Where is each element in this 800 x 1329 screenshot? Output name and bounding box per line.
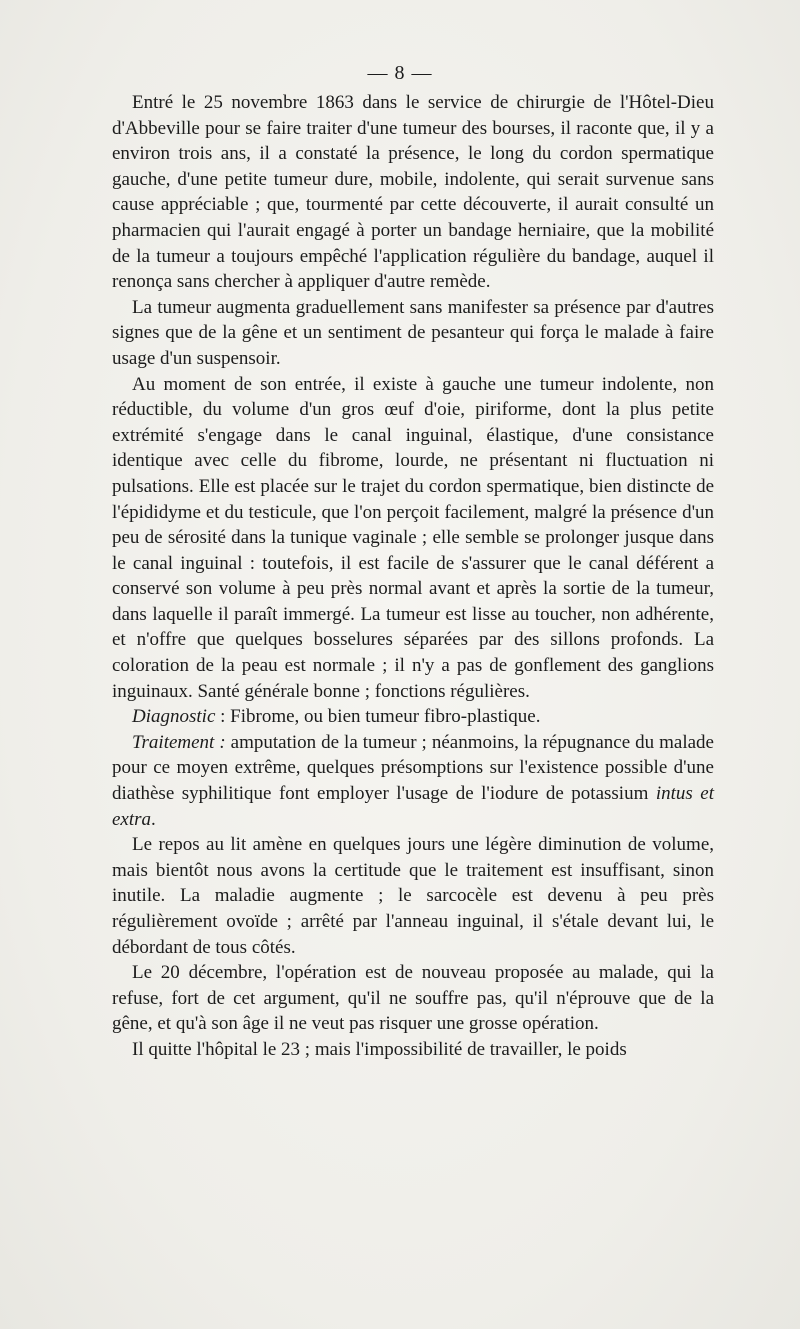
treatment-text-end: . [151,808,156,830]
treatment-label: Traitement : [132,731,226,753]
paragraph-treatment [112,730,714,832]
diagnostic-text: : Fibrome, ou bien tumeur fibro-plastique. [215,706,541,728]
paragraph-diagnostic [112,704,714,730]
paragraph-discharge: Il quitte l'hôpital le 23 ; mais l'impossibilité de travailler, le poids [132,1038,627,1060]
paragraph-rest: Le repos au lit amène en quelques jours une légère diminution de volume, mais bientôt nous avons la certitude que le traitement est insuffisant, sinon inutile. La maladie augmente ; le sarcocèle est devenu à peu près régulièrement ovoïde ; arrêté par l'anneau inguinal, il s'étale devant lui, le débordant de tous côtés. [112,834,714,958]
paragraph-operation-refused: Le 20 décembre, l'opération est de nouveau proposée au malade, qui la refuse, fort de cet argument, qu'il ne souffre pas, qu'il n'éprouve que de la gêne, et qu'à son âge il ne veut pas risquer une grosse opération. [112,962,714,1035]
body-text [112,90,714,1063]
paragraph-tumor-growth: La tumeur augmenta graduellement sans manifester sa présence par d'autres signes que de la gêne et un sentiment de pesanteur qui força le malade à faire usage d'un suspensoir. [112,296,714,369]
paragraph-admission: Entré le 25 novembre 1863 dans le service de chirurgie de l'Hôtel-Dieu d'Abbeville pour se faire traiter d'une tumeur des bourses, il raconte que, il y a environ trois ans, il a constaté la présence, le long du cordon spermatique gauche, d'une petite tumeur dure, mobile, indolente, qui serait survenue sans cause appréciable ; que, tourmenté par cette découverte, il aurait consulté un pharmacien qui l'aurait engagé à porter un bandage herniaire, que la mobilité de la tumeur a toujours empêché l'application régulière du bandage, auquel il renonça sans chercher à appliquer d'autre remède. [112,92,714,293]
paragraph-examination: Au moment de son entrée, il existe à gauche une tumeur indolente, non réductible, du volume d'un gros œuf d'oie, piriforme, dont la plus petite extrémité s'engage dans le canal inguinal, élastique, d'une consistance identique avec celle du fibrome, lourde, ne présentant ni fluctuation ni pulsations. Elle est placée sur le trajet du cordon spermatique, bien distincte de l'épididyme et du testicule, que l'on perçoit facilement, malgré la présence d'un peu de sérosité dans la tunique vaginale ; elle semble se prolonger jusque dans le canal inguinal : toutefois, il est facile de s'assurer que le canal déférent a conservé son volume à peu près normal avant et après la sortie de la tumeur, dans laquelle il paraît immergé. La tumeur est lisse au toucher, non adhérente, et n'offre que quelques bosselures séparées par des sillons profonds. La coloration de la peau est normale ; il n'y a pas de gonflement des ganglions inguinaux. Santé générale bonne ; fonctions régulières. [112,373,714,702]
treatment-emphasis: intus et extra [112,783,714,830]
diagnostic-label: Diagnostic [132,706,216,728]
treatment-text: amputation de la tumeur ; néanmoins, la répugnance du malade pour ce moyen extrême, quelques présomptions sur l'existence possible d'une diathèse syphilitique font employer l'usage de l'iodure de potassium [112,731,714,805]
page-number: — 8 — [367,62,433,84]
